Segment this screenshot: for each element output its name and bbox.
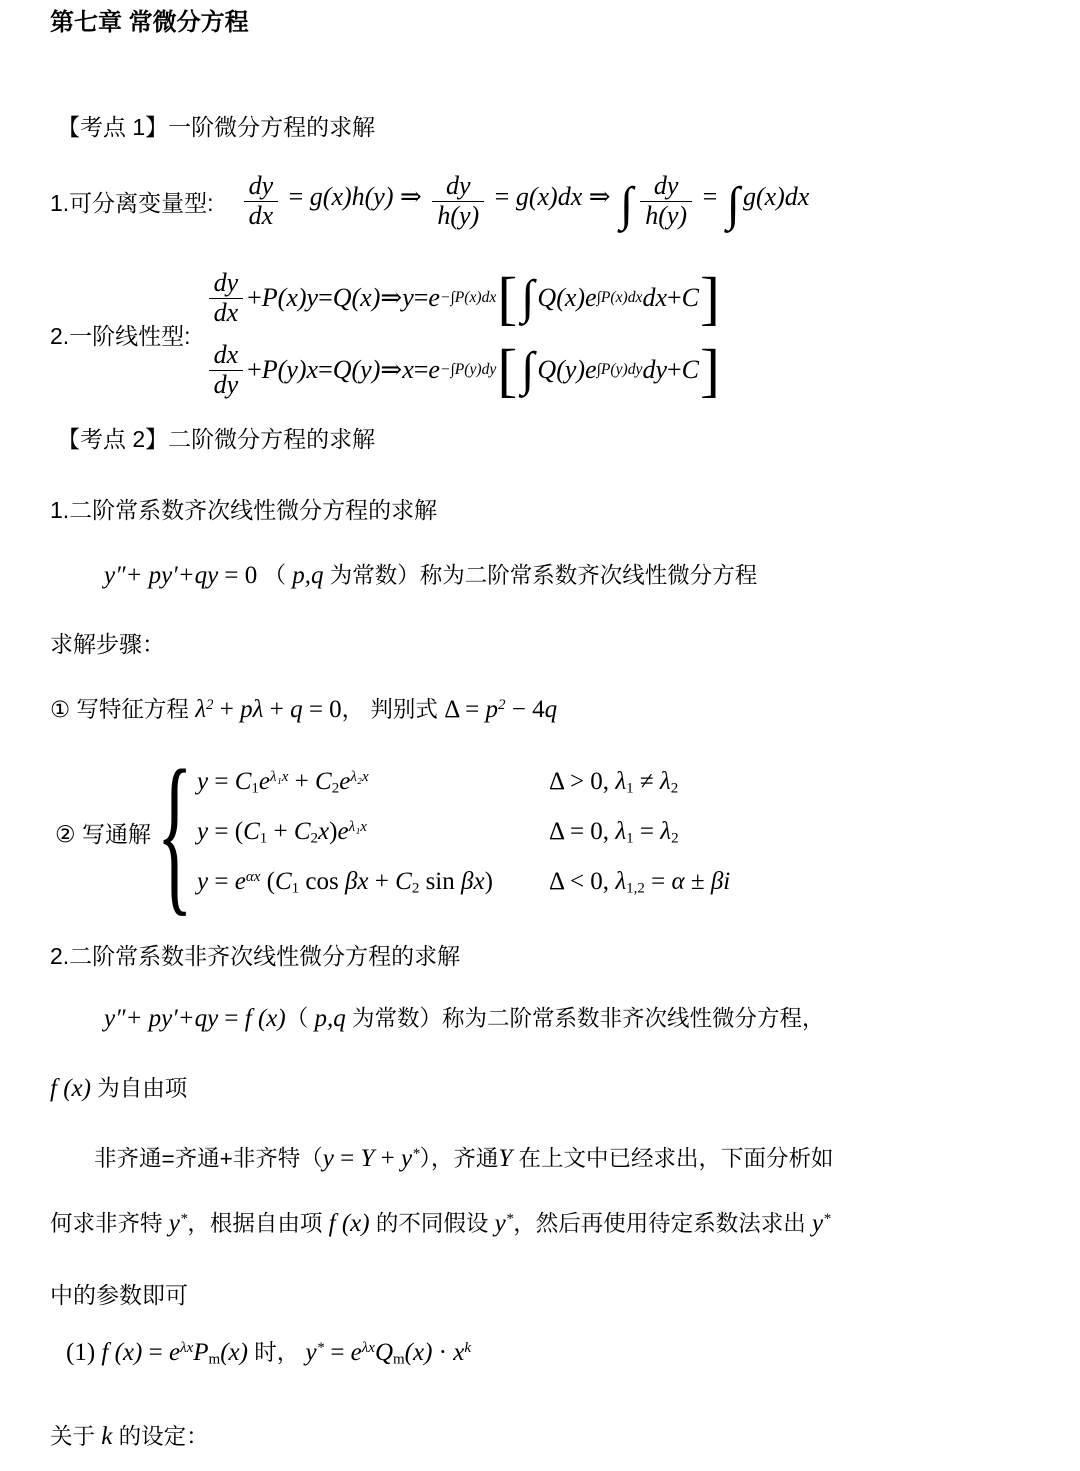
superscript: 2 [206,696,214,713]
italic-run: dy [642,355,667,385]
italic-run: P [193,1339,209,1366]
paragraph-line-1 [94,1141,834,1177]
subscript: m [208,1351,221,1368]
subscript: m [393,1351,405,1368]
superscript: −∫P(x)dx [439,288,497,306]
italic-run: Q(y)e [537,355,597,385]
roman-run: + [368,867,396,895]
roman-run: = [318,283,333,313]
superscript: * [179,1210,188,1227]
step2-general-solution: ② 写通解 { $y = C1e^{\lambda_1x} + C2e^{\lambda_2x}$ Δ > 0, λ1 ≠ λ2 $y = (C1 + C2x)e^{\lambda_1x}$ Δ = 0, λ1 = λ2 $y = e^{\alpha x}$ (C1 cos βx + C2 sin βx) Δ < 0, λ1,2 = α ± βi [55,733,731,931]
italic-run: P(x)y [261,283,319,313]
superscript: −∫P(y)dy [439,360,497,378]
exam-point-1-heading: 【考点 1】一阶微分方程的求解 [57,114,376,140]
italic-run: dx [642,283,667,313]
subscript: 2 [671,830,679,847]
superscript: λ₁x [348,818,367,835]
italic-run: λ [659,767,671,795]
italic-run: C [395,867,412,895]
numerator: dy [209,269,244,299]
roman-run: = [218,1005,245,1032]
roman-run: = [488,181,516,211]
exam-point-2-heading: 【考点 2】二阶微分方程的求解 [57,426,376,452]
roman-run: ≠ [633,767,660,795]
italic-run: e [337,817,349,845]
subscript: 1,2 [626,880,645,897]
roman-run: = 0 [302,696,342,723]
italic-run: x [318,817,330,845]
linear-formula-y: $\frac{dx}{dy}$ + P(y)x = Q(y) ⇒ x = e −∫P(y)dy [ ∫ Q(y)e ∫P(y)dy dy + C ] [205,336,721,404]
integral-sign: ∫ [726,178,740,232]
italic-run: e [234,867,246,895]
cjk-run: （ [263,563,293,588]
cjk-run: 为常数）称为二阶常系数齐次线性微分方程 [323,563,758,588]
italic-run: Q(y) [332,355,381,385]
roman-run: = [282,181,310,211]
linear-formula-x: $\frac{dy}{dx}$ + P(x)y = Q(x) ⇒ y = e −∫P(x)dx [ ∫ Q(x)e ∫P(x)dx dx + C ] [205,264,721,332]
cjk-run: ， 判别式 [341,697,445,722]
italic-run: e [168,1339,181,1366]
roman-run: ⇒ [380,283,403,313]
italic-run: C [243,817,260,845]
roman-run: Δ < 0, [549,867,616,895]
roman-run: ⇒ [380,355,403,385]
roman-run: ( [260,867,275,895]
homogeneous-equation [104,558,757,594]
roman-run: = [333,1145,361,1172]
case-formula-2 [191,814,549,850]
italic-run: y [168,1210,180,1237]
italic-run: q [544,696,558,723]
italic-run: e [350,1339,362,1366]
roman-run: + [267,817,294,845]
paragraph-line-3: 中的参数即可 [50,1282,188,1308]
superscript: λx [361,1339,375,1356]
italic-run: C [315,767,332,795]
cjk-run: 的不同假设 [369,1211,495,1236]
italic-run: λ [615,817,627,845]
italic-run: C [681,283,699,313]
roman-run: = [413,283,429,313]
separable-type-row [50,172,809,230]
italic-run: y [197,817,209,845]
cjk-run: 关于 [50,1424,102,1449]
italic-run: f (x) [328,1210,370,1237]
general-solution-label: ② 写通解 [55,820,152,847]
subscript: 2 [670,780,679,797]
linear-type-label: 2.一阶线性型: [50,322,191,349]
linear-type-row [50,264,721,404]
separable-type-formula [240,172,810,230]
roman-run: ) [329,817,338,845]
roman-run: = [142,1339,169,1366]
numerator: dy [432,172,484,202]
italic-run: y″+ py′+qy [104,562,219,589]
roman-run: ⇒ [393,181,429,211]
superscript: αx [245,868,261,885]
italic-run: f (x) [244,1005,286,1032]
case-row-3 [191,857,730,907]
integral-sign: ∫ [620,178,634,232]
case-formula-1 [191,764,549,800]
cjk-run: （ [285,1006,315,1031]
fraction [209,341,244,399]
italic-run: βx [344,867,369,895]
roman-run: + [666,283,682,313]
fraction [244,172,279,230]
italic-run: f (x) [101,1339,143,1366]
case-formula-3 [191,864,549,900]
denominator: h(y) [645,200,688,230]
italic-run: p,q [314,1005,346,1032]
linear-type-formulas [205,264,721,404]
italic-run: e [428,355,440,385]
denominator: dx [248,200,274,230]
cjk-run: ，然后再使用待定系数法求出 [513,1211,812,1236]
italic-run: βx [461,867,485,895]
italic-run: g(x)dx [515,181,583,211]
homogeneous-section-title: 1.二阶常系数齐次线性微分方程的求解 [50,497,438,523]
cjk-run: 在上文中已经求出，下面分析如 [512,1146,834,1171]
superscript: * [412,1145,420,1162]
fraction [209,269,244,327]
italic-run: C [293,817,311,845]
italic-run: C [274,867,292,895]
italic-run: g(x)h(y) [309,181,394,211]
italic-run: y [305,1339,317,1366]
fraction [432,172,484,230]
cjk-run: 为自由项 [90,1076,188,1101]
cases-rows [191,757,730,907]
case-row-2 [191,807,730,857]
nonhomogeneous-section-title: 2.二阶常系数非齐次线性微分方程的求解 [50,943,461,969]
free-term-line [50,1071,187,1107]
italic-run: y [322,1145,334,1172]
case-condition-1 [549,764,678,800]
numerator: dy [640,172,692,202]
superscript: * [316,1339,325,1356]
roman-run: · [432,1339,454,1366]
italic-run: λ [615,867,627,895]
roman-run: + [263,696,291,723]
step1-characteristic-equation [50,692,557,728]
subscript: 1 [251,780,259,797]
paragraph-line-2 [50,1206,831,1242]
case-1-formula [66,1335,471,1371]
roman-run: = [413,355,429,385]
italic-run: e [339,767,351,795]
roman-run: cos [299,867,345,895]
italic-run: Q(x)e [537,283,597,313]
italic-run: e [428,283,440,313]
cjk-run: ），齐通 [419,1146,499,1171]
superscript: λ₂x [350,768,369,785]
nonhomogeneous-equation [104,1001,825,1037]
italic-run: f (x) [50,1075,91,1102]
italic-run: (x) [220,1339,248,1366]
superscript: 2 [497,696,506,713]
cjk-run: 为常数）称为二阶常系数非齐次线性微分方程， [345,1006,825,1031]
roman-run: ) [484,867,493,895]
roman-run: = [318,355,333,385]
italic-run: pλ [240,696,264,723]
italic-run: k [101,1423,113,1450]
roman-run: + [213,696,241,723]
italic-run: y [811,1210,824,1237]
italic-run: Y [360,1145,375,1172]
roman-run: (1) [66,1339,102,1366]
roman-run: Δ = 0, [549,817,616,845]
italic-run: λ [660,817,672,845]
numerator: dy [244,172,279,202]
cjk-run: ，根据自由项 [187,1211,329,1236]
superscript: λx [180,1339,194,1356]
denominator: dx [213,297,239,327]
superscript: ∫P(x)dx [596,288,643,306]
italic-run: y [494,1210,506,1237]
italic-run: g(x)dx [742,181,810,211]
roman-run: = [208,867,235,895]
italic-run: α [671,867,685,895]
italic-run: Q(x) [332,283,381,313]
solving-steps-label: 求解步骤： [50,631,165,657]
subscript: 2 [310,830,319,847]
superscript: * [823,1210,831,1227]
roman-run: = [696,181,724,211]
roman-run: ± [684,867,711,895]
case-condition-3 [549,864,730,900]
italic-run: y [402,283,414,313]
roman-run: ⇒ [582,181,618,211]
italic-run: P(y)x [261,355,319,385]
subscript: 2 [411,880,420,897]
denominator: dy [213,369,239,399]
italic-run: C [234,767,252,795]
italic-run: y [197,767,209,795]
italic-run: y″+ py′+qy [104,1005,219,1032]
roman-run: Δ = [444,696,486,723]
subscript: 1 [626,830,634,847]
cjk-run: 非齐通=齐通+非齐特（ [94,1146,323,1171]
superscript: ∫P(y)dy [596,360,643,378]
italic-run: λ [195,696,207,723]
italic-run: p [485,696,498,723]
superscript: λ₁x [270,768,289,785]
roman-run: sin [419,867,462,895]
italic-run: C [681,355,699,385]
k-setting-label [50,1419,209,1455]
subscript: 1 [291,880,300,897]
superscript: * [505,1210,514,1227]
subscript: 1 [259,830,268,847]
roman-run: = [633,817,661,845]
italic-run: y [401,1145,413,1172]
cjk-run: ① 写特征方程 [50,697,196,722]
italic-run: Y [498,1145,513,1172]
italic-run: (x) [404,1339,433,1366]
roman-run: + [666,355,682,385]
roman-run: + [288,767,316,795]
case-row-1 [191,757,730,807]
cjk-run: 何求非齐特 [50,1211,169,1236]
fraction [640,172,692,230]
roman-run: = [644,867,672,895]
roman-run: − 4 [505,696,545,723]
case-condition-2 [549,814,679,850]
roman-run: + [247,355,262,385]
italic-run: q [290,696,303,723]
italic-run: λ [615,767,627,795]
denominator: h(y) [437,200,480,230]
italic-run: p,q [292,562,324,589]
cjk-run: 的设定： [112,1424,209,1449]
subscript: 1 [626,780,634,797]
italic-run: βi [710,867,731,895]
roman-run: = 0 [218,562,264,589]
italic-run: Q [374,1339,393,1366]
italic-run: x [402,355,414,385]
superscript: k [464,1339,472,1356]
separable-type-label: 1.可分离变量型: [50,189,214,216]
chapter-title: 第七章 常微分方程 [50,9,249,36]
numerator: dx [209,341,244,371]
roman-run: = [324,1339,351,1366]
roman-run: + [247,283,262,313]
italic-run: y [197,867,209,895]
italic-run: e [258,767,271,795]
subscript: 2 [331,780,340,797]
italic-run: x [453,1339,465,1366]
cjk-run: 时， [247,1340,306,1365]
roman-run: Δ > 0, [549,767,616,795]
roman-run: = [208,767,235,795]
roman-run: = ( [208,817,244,845]
roman-run: + [374,1145,402,1172]
